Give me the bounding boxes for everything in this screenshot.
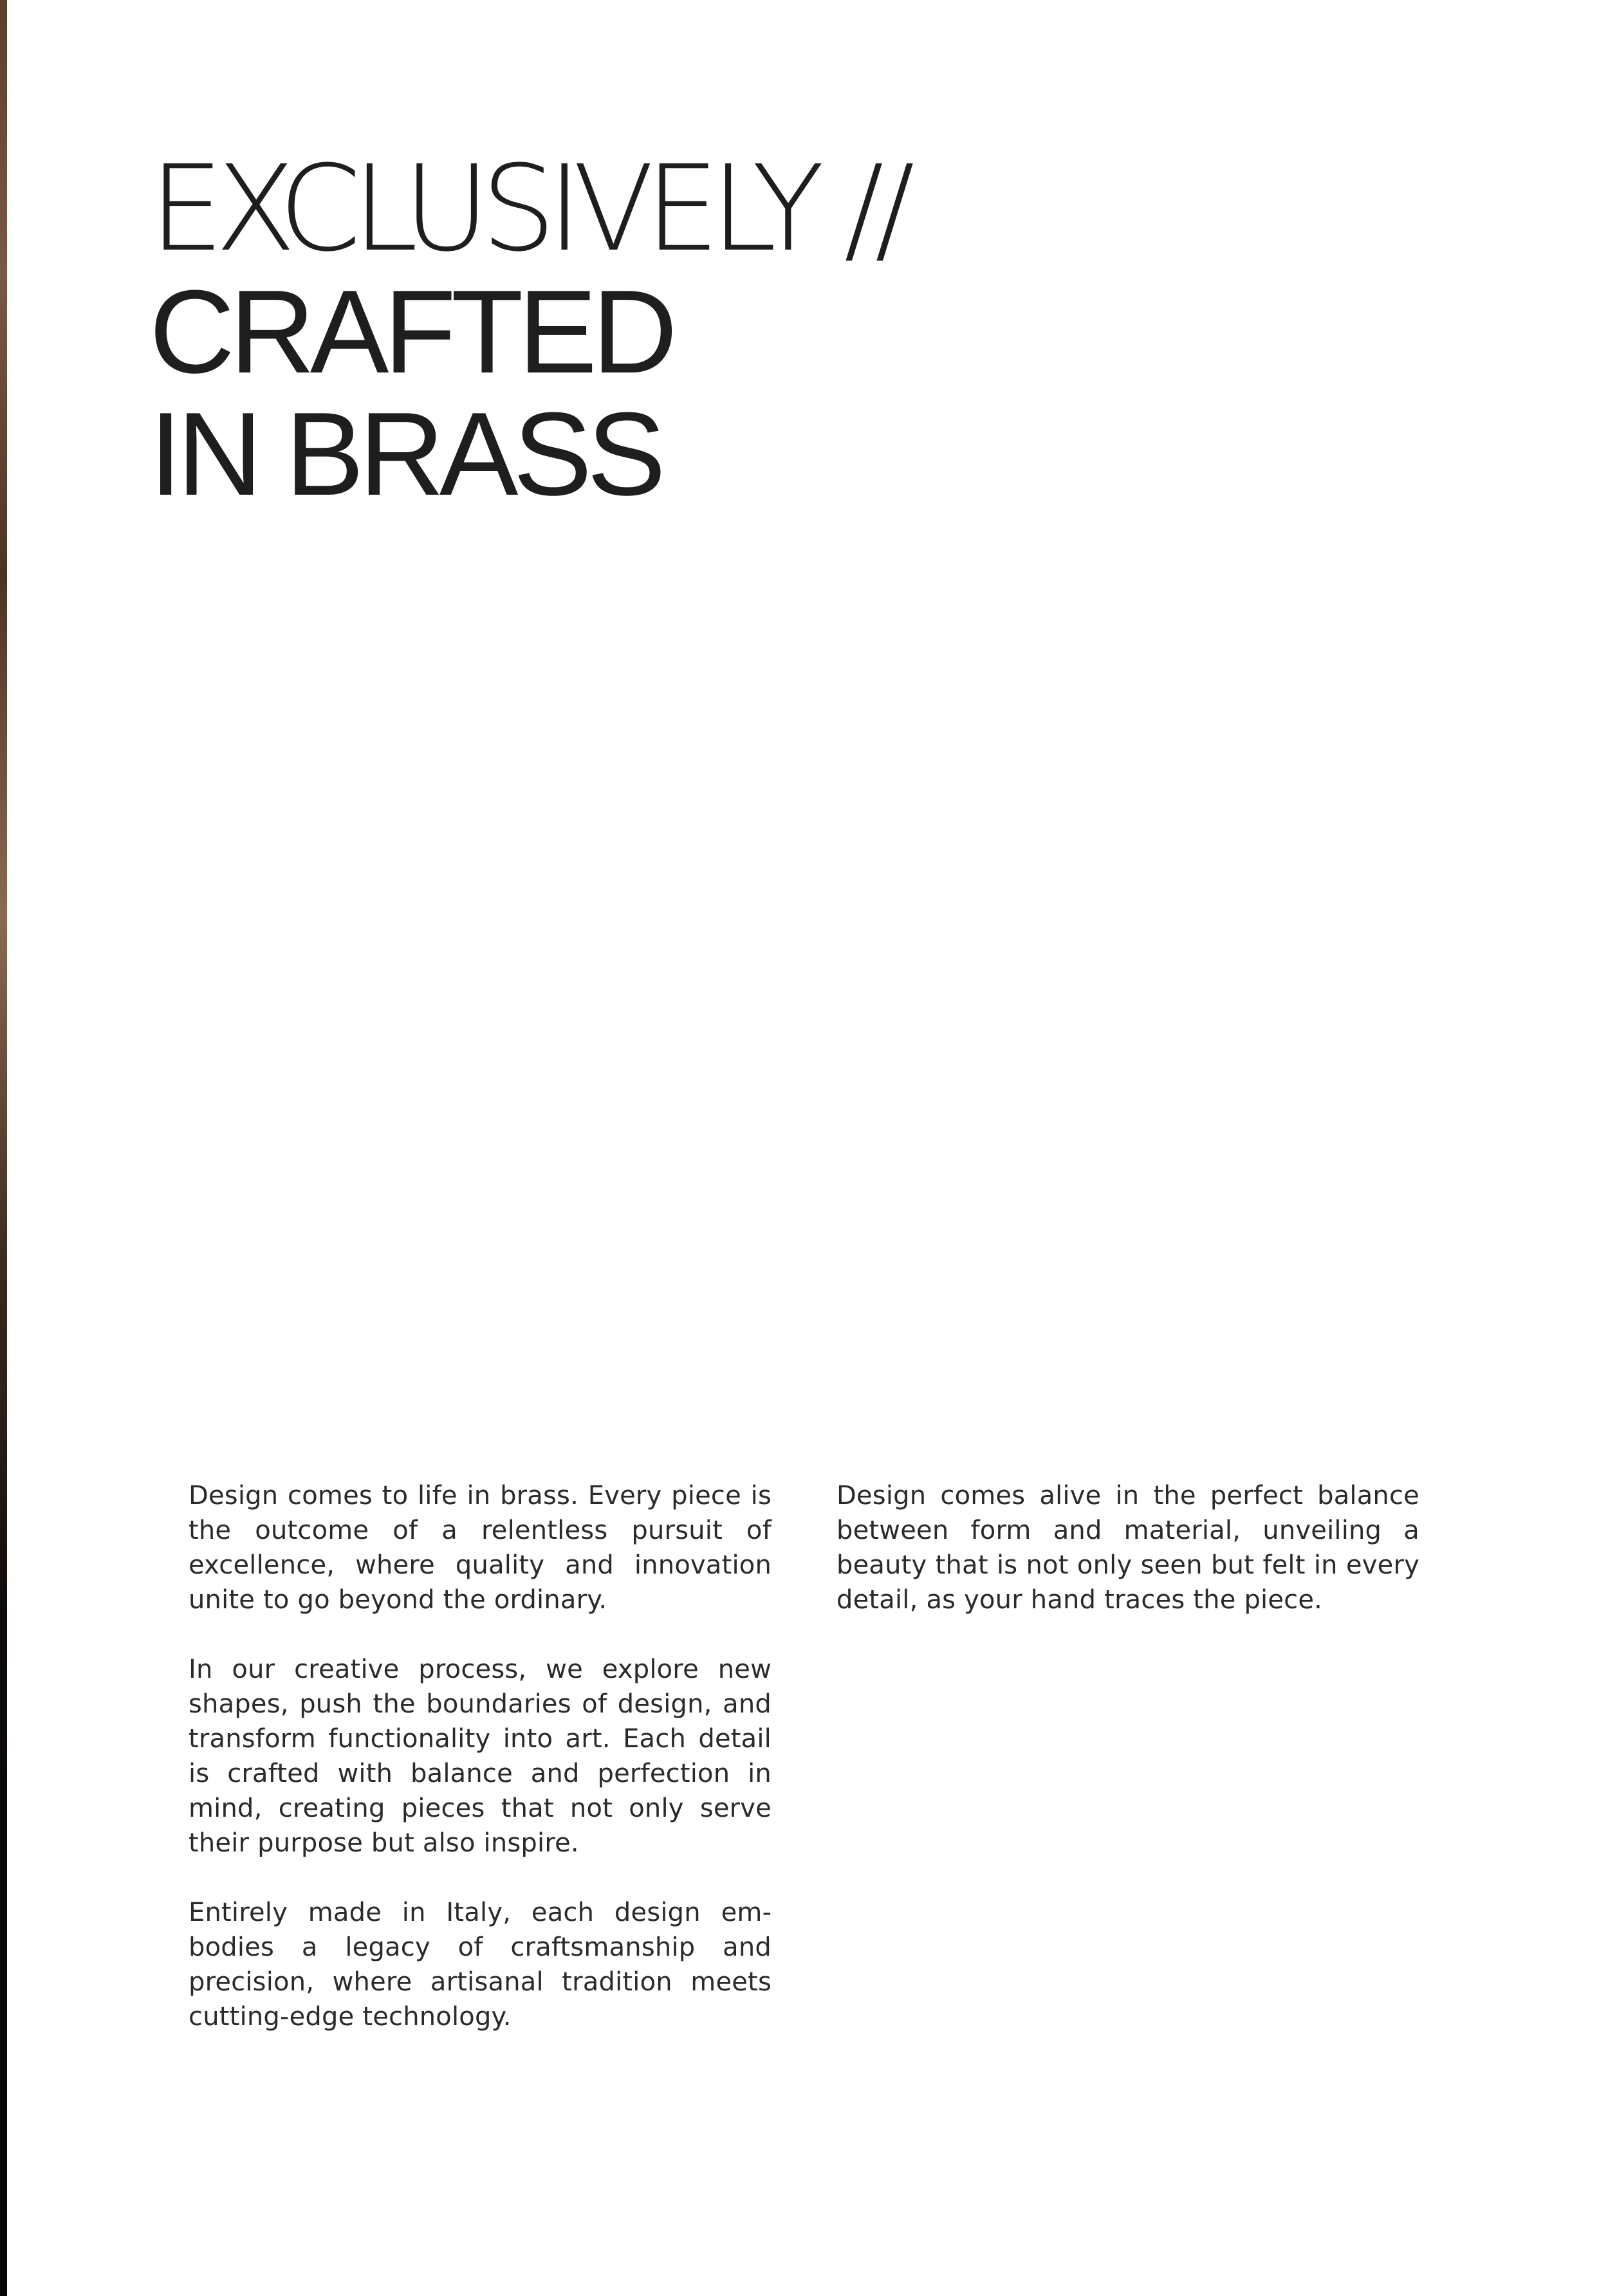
- body-paragraph: Design comes alive in the perfect balance between form and material, unveiling a beauty that is not only seen but felt in every detail, as your hand traces the piece.: [836, 1481, 1419, 1615]
- left-text-column: [189, 1478, 772, 2069]
- body-paragraph: Design comes to life in brass. Every piece is the outcome of a relentless pursuit of excellence, where quality and innovation unite to go beyond the ordinary.: [189, 1481, 772, 1615]
- photo-edge-strip: [0, 0, 7, 2296]
- right-text-column: [836, 1478, 1419, 1652]
- headline-line-1: EXCLUSIVELY //: [149, 140, 906, 278]
- page-headline: [149, 140, 1179, 520]
- body-paragraph: In our creative process, we explore new shapes, push the boundaries of design, and transform functionality into art. Each detail is crafted with balance and perfection in mind, creating pieces that not only serve their purpose but also inspire.: [189, 1655, 772, 1858]
- headline-line-3: IN BRASS: [149, 387, 661, 520]
- headline-line-2: CRAFTED: [149, 265, 672, 398]
- body-paragraph: Entirely made in Italy, each design embodies a legacy of craftsmanship and precision, where artisanal tradition meets cutting-edge technology.: [189, 1898, 772, 2032]
